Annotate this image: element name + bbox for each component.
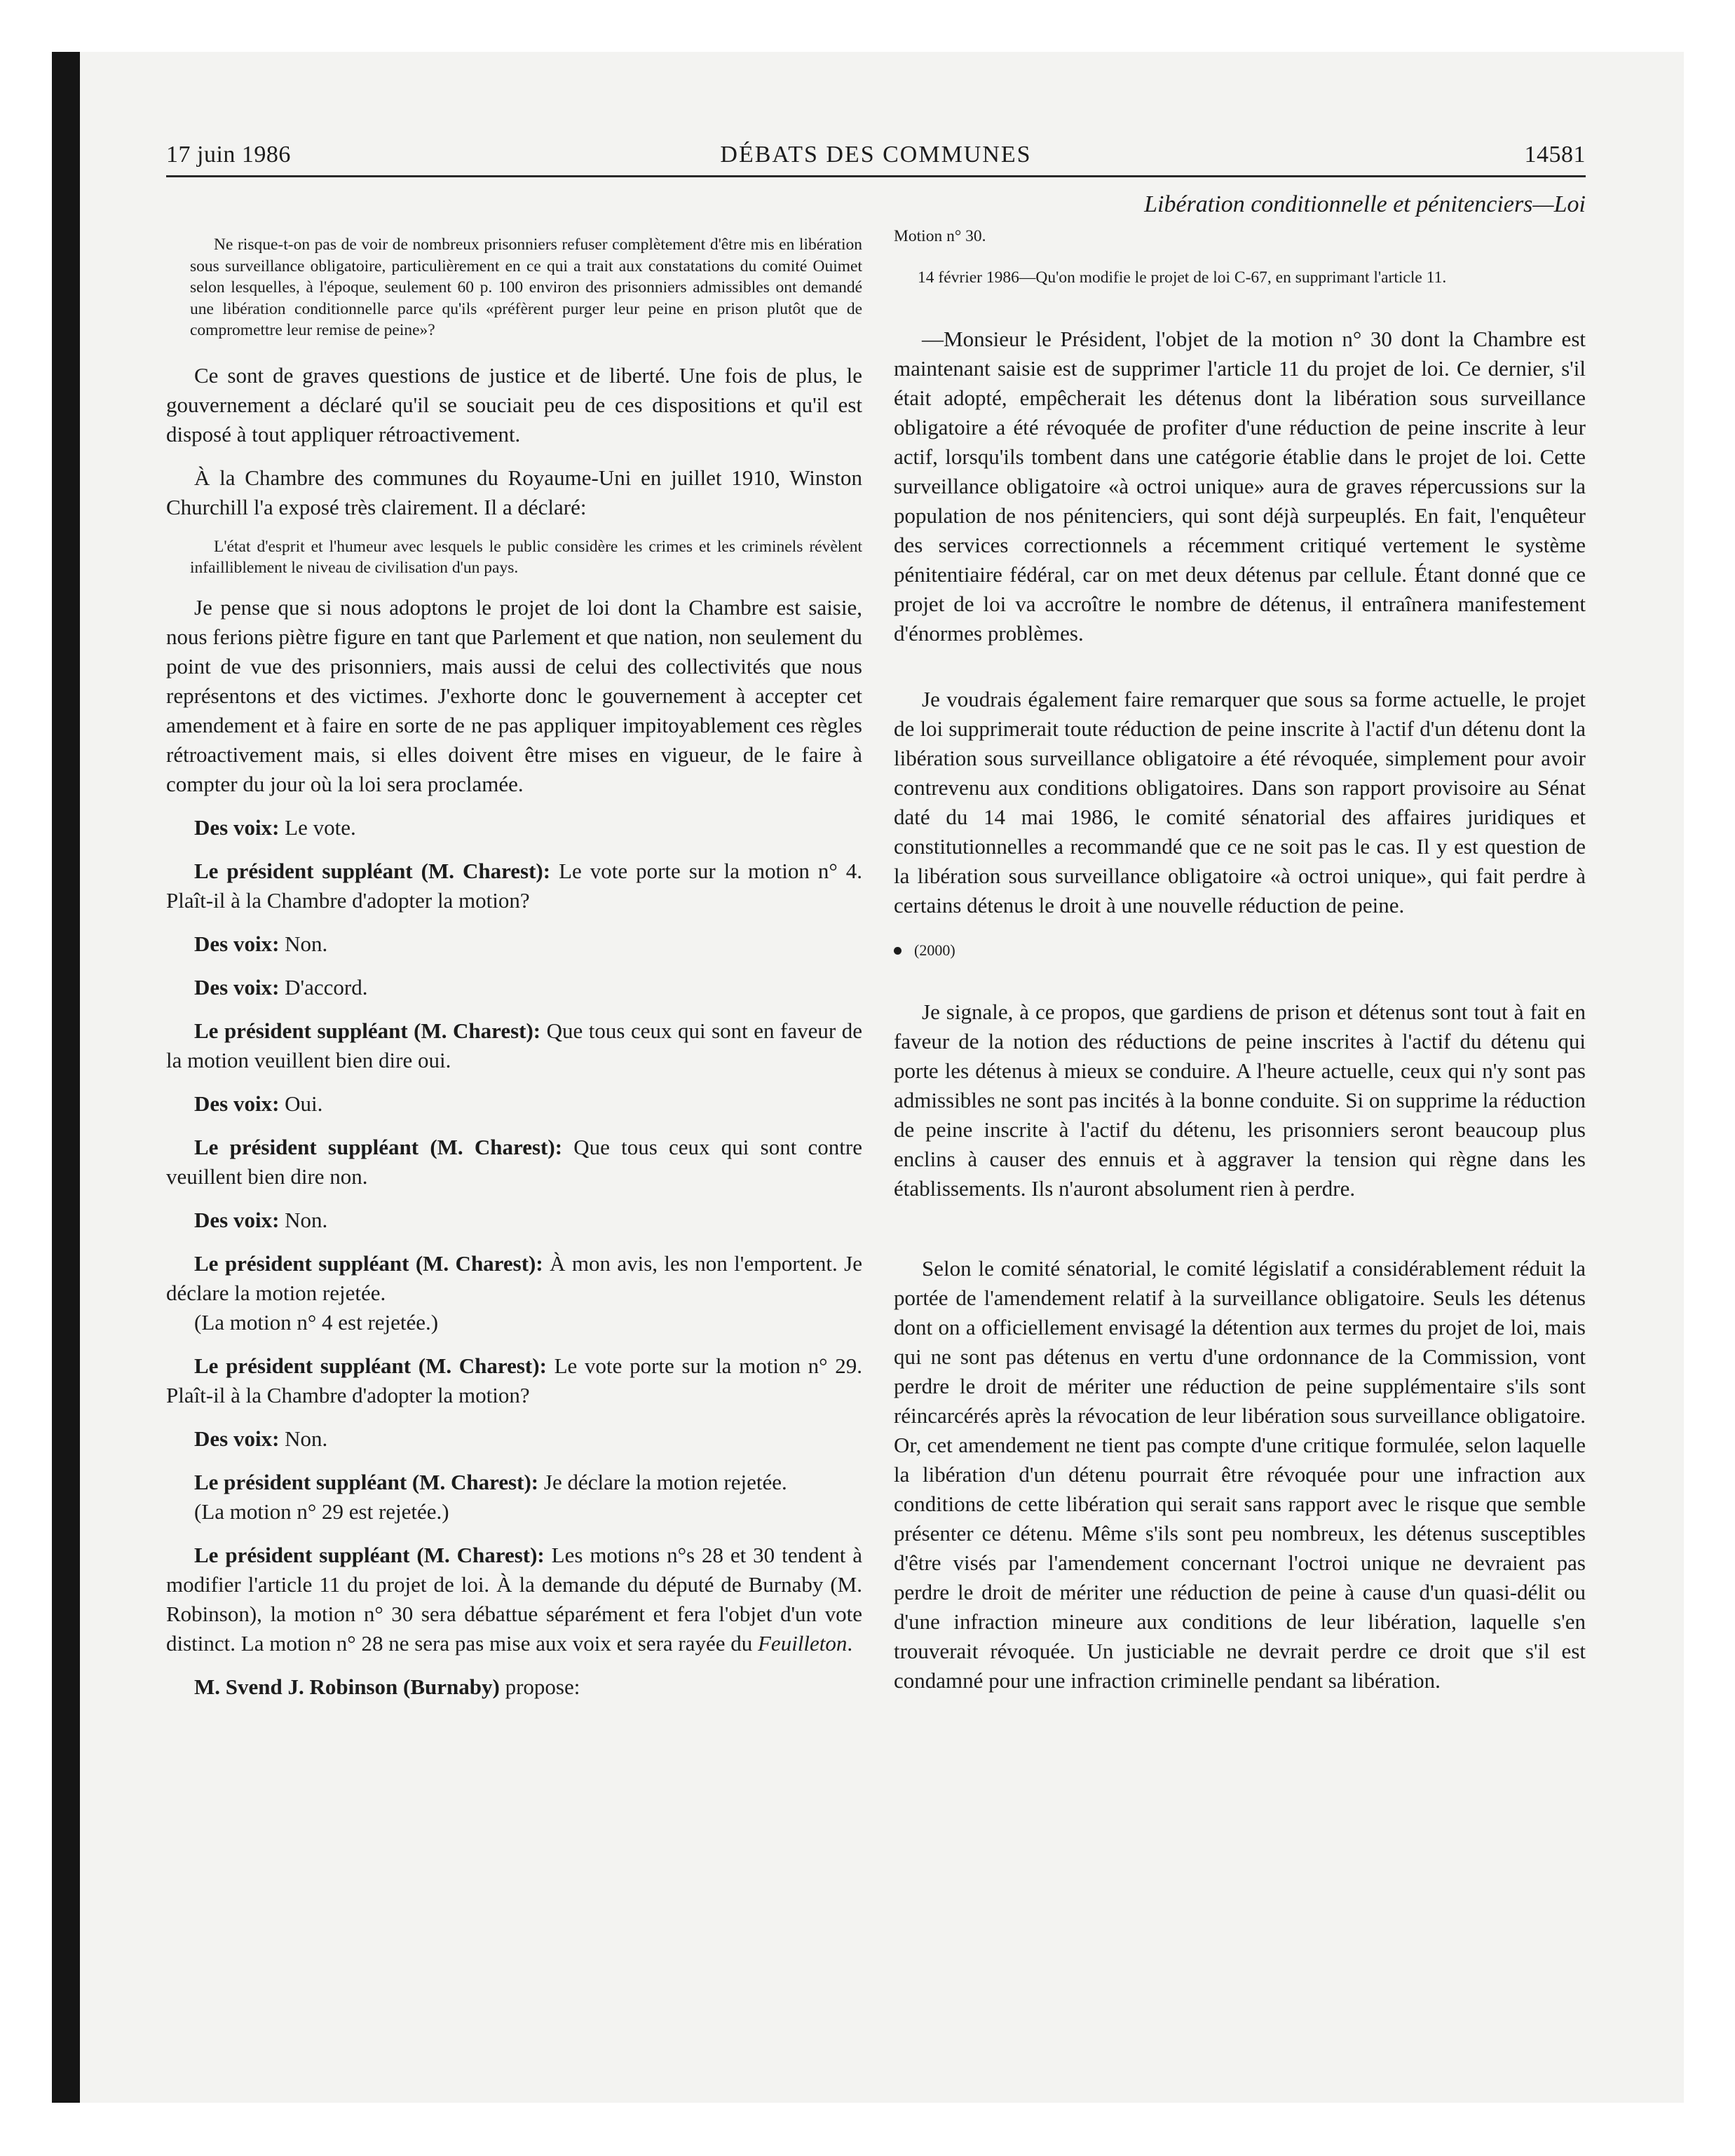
- speaker: Le président suppléant (M. Charest):: [194, 1018, 541, 1043]
- exchange: [166, 1206, 862, 1235]
- section-title: Libération conditionnelle et pénitenciers—Loi: [1144, 191, 1586, 217]
- speaker: Des voix:: [194, 1091, 280, 1116]
- paragraph: —Monsieur le Président, l'objet de la motion n° 30 dont la Chambre est maintenant saisie est de supprimer l'article 11 du projet de loi. Ce dernier, s'il était adopté, empêcherait les détenus dont la libération sous surveillance obligatoire a été révoquée de profiter d'une réduction de peine inscrite à leur actif, lorsqu'ils tombent dans une catégorie établie dans le projet de loi. Cette surveillance obligatoire «à octroi unique» aura de graves répercussions sur la population de nos pénitenciers, qui sont déjà surpeuplés. En fait, l'enquêteur des services correctionnels a récemment critiqué vertement le système pénitentiaire fédéral, car on met deux détenus par cellule. Étant donné que ce projet de loi va accroître le nombre de détenus, il entraînera manifestement d'énormes problèmes.: [894, 327, 1586, 646]
- exchange: [166, 857, 862, 915]
- speech: propose:: [499, 1674, 580, 1699]
- speech: Non.: [279, 931, 328, 956]
- speech: D'accord.: [279, 974, 368, 999]
- speaker: Des voix:: [194, 974, 280, 999]
- procedural-note: (La motion n° 29 est rejetée.): [194, 1499, 449, 1524]
- binding-edge: [52, 52, 80, 2103]
- exchange: [166, 1468, 862, 1497]
- speaker: Des voix:: [194, 1207, 280, 1232]
- speech: Que tous ceux qui sont contre veuillent bien dire non.: [166, 1134, 862, 1189]
- speech: Les motions n°s 28 et 30 tendent à modifier l'article 11 du projet de loi. À la demande du député de Burnaby (M. Robinson), la motion n° 30 sera débattue séparément et fera l'objet d'un vote distinct. La motion n° 28 ne sera pas mise aux voix et sera rayée du: [166, 1542, 862, 1656]
- speech: Que tous ceux qui sont en faveur de la motion veuillent bien dire oui.: [166, 1018, 862, 1072]
- block-quote-ouimet: Ne risque-t-on pas de voir de nombreux prisonniers refuser complètement d'être mis en libération sous surveillance obligatoire, particulièrement en ce qui a trait aux constatations du comité Ouimet selon lesquelles, à l'époque, seulement 60 p. 100 environ des prisonniers admissibles ont demandé une libération conditionnelle parce qu'ils «préfèrent purger leur peine en prison plutôt que de compromettre leur remise de peine»?: [190, 236, 862, 339]
- exchange: [166, 1541, 862, 1658]
- exchange: [166, 973, 862, 1002]
- motion-text: 14 février 1986—Qu'on modifie le projet de loi C-67, en supprimant l'article 11.: [918, 268, 1447, 287]
- right-column: [894, 189, 1586, 1696]
- exchange: [166, 1249, 862, 1308]
- time-marker: [894, 940, 1586, 961]
- bullet-icon: [894, 947, 901, 955]
- speaker: Le président suppléant (M. Charest):: [194, 1542, 545, 1567]
- procedural-note: (La motion n° 4 est rejetée.): [194, 1309, 439, 1335]
- italic-word: Feuilleton: [758, 1630, 848, 1656]
- speech: Non.: [279, 1207, 328, 1232]
- time-marker-label: (2000): [914, 941, 955, 959]
- speaker: Des voix:: [194, 931, 280, 956]
- speaker: Le président suppléant (M. Charest):: [194, 1250, 543, 1276]
- exchange: [166, 1089, 862, 1119]
- speech: Non.: [279, 1426, 328, 1451]
- paragraph: Selon le comité sénatorial, le comité législatif a considérablement réduit la portée de l'amendement relatif à la surveillance obligatoire. Seuls les détenus dont on a officiellement envisagé la détention aux termes du projet de loi, mais qui ne sont pas détenus en vertu d'une ordonnance de la Commission, vont perdre le droit de mériter une réduction de peine supplémentaire s'ils sont réincarcérés après la révocation de leur libération sous surveillance obligatoire. Or, cet amendement ne tient pas compte d'une critique formulée, selon laquelle la libération d'un détenu pourrait être révoquée pour une infraction aux conditions de cette libération qui serait sans rapport avec le risque que semble présenter ce détenu. Même s'ils sont peu nombreux, les détenus susceptibles d'être visés par l'amendement concernant l'octroi unique ne devraient pas perdre le droit de mériter une réduction de peine à cause d'un quasi-délit ou d'une infraction mineure aux conditions de leur libération, laquelle s'en trouverait révoquée. Un justiciable ne devrait perdre ce droit que s'il est condamné pour une infraction criminelle pendant sa libération.: [894, 1256, 1586, 1693]
- speech: Le vote porte sur la motion n° 4. Plaît-il à la Chambre d'adopter la motion?: [166, 858, 862, 913]
- exchange: [166, 1351, 862, 1410]
- exchange: [166, 1424, 862, 1454]
- paragraph: À la Chambre des communes du Royaume-Uni en juillet 1910, Winston Churchill l'a exposé très clairement. Il a déclaré:: [166, 465, 862, 519]
- block-quote-churchill: L'état d'esprit et l'humeur avec lesquels le public considère les crimes et les criminels révèlent infailliblement le niveau de civilisation d'un pays.: [190, 537, 862, 577]
- exchange: [166, 1133, 862, 1192]
- speaker: M. Svend J. Robinson (Burnaby): [194, 1674, 500, 1699]
- speech: Le vote.: [279, 814, 356, 840]
- header-page-number: 14581: [1524, 142, 1586, 168]
- header-date: 17 juin 1986: [166, 142, 291, 168]
- header-publication: DÉBATS DES COMMUNES: [720, 142, 1032, 168]
- speech-end: .: [847, 1630, 853, 1656]
- speaker: Le président suppléant (M. Charest):: [194, 858, 551, 883]
- speaker: Des voix:: [194, 1426, 280, 1451]
- paragraph: Je signale, à ce propos, que gardiens de prison et détenus sont tout à fait en faveur de la notion des réductions de peine inscrites à l'actif du détenu qui porte les détenus à mieux se conduire. A l'heure actuelle, ceux qui n'y sont pas admissibles ne sont pas incités à la bonne conduite. Si on supprime la réduction de peine inscrite à l'actif du détenu, les prisonniers seront beaucoup plus enclins à causer des ennuis et à aggraver la tension qui règne dans les établissements. Ils n'auront absolument rien à perdre.: [894, 999, 1586, 1201]
- exchange: [166, 929, 862, 959]
- speech: Je déclare la motion rejetée.: [538, 1469, 787, 1494]
- paragraph: Je pense que si nous adoptons le projet de loi dont la Chambre est saisie, nous ferions piètre figure en tant que Parlement et que nation, non seulement du point de vue des prisonniers, mais aussi de celui des collectivités que nous représentons et des victimes. J'exhorte donc le gouvernement à accepter cet amendement et à faire en sorte de ne pas appliquer impitoyablement ces règles rétroactivement mais, si elles doivent être mises en vigueur, de le faire à compter du jour où la loi sera proclamée.: [166, 594, 862, 796]
- speaker: Le président suppléant (M. Charest):: [194, 1353, 547, 1378]
- left-column: [166, 189, 862, 1702]
- exchange: [166, 1672, 862, 1702]
- paragraph: Je voudrais également faire remarquer que sous sa forme actuelle, le projet de loi supprimerait toute réduction de peine inscrite à l'actif d'un détenu dont la libération sous surveillance obligatoire a été révoquée, simplement pour avoir contrevenu aux conditions obligatoires. Dans son rapport provisoire au Sénat daté du 14 mai 1986, le comité sénatorial des affaires juridiques et constitutionnelles a recommandé que ce ne soit pas le cas. Il y est question de la libération sous surveillance obligatoire «à octroi unique», qui fait perdre à certains détenus le droit à une nouvelle réduction de peine.: [894, 687, 1586, 917]
- motion-label: Motion n° 30.: [894, 227, 986, 245]
- exchange: [166, 1016, 862, 1075]
- running-header: [166, 137, 1586, 177]
- speech: Le vote porte sur la motion n° 29. Plaît-il à la Chambre d'adopter la motion?: [166, 1353, 862, 1407]
- exchange: [166, 813, 862, 842]
- paragraph: Ce sont de graves questions de justice et de liberté. Une fois de plus, le gouvernement a déclaré qu'il se souciait peu de ces dispositions et qu'il est disposé à tout appliquer rétroactivement.: [166, 362, 862, 446]
- speech: À mon avis, les non l'emportent. Je déclare la motion rejetée.: [166, 1250, 862, 1305]
- speaker: Des voix:: [194, 814, 280, 840]
- speaker: Le président suppléant (M. Charest):: [194, 1469, 539, 1494]
- speech: Oui.: [279, 1091, 323, 1116]
- speaker: Le président suppléant (M. Charest):: [194, 1134, 563, 1159]
